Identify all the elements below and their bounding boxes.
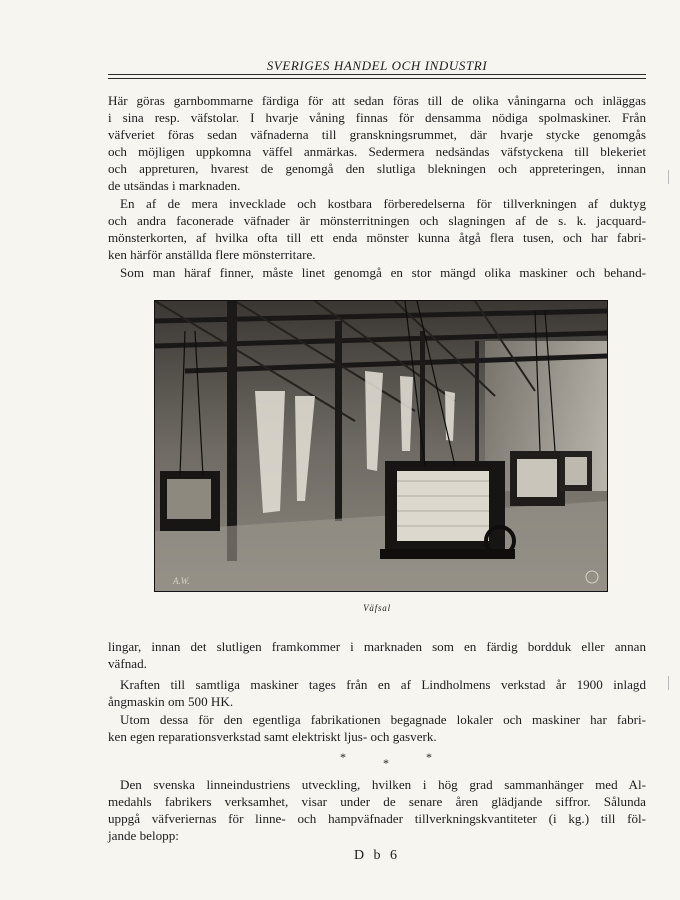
paragraph-7 (108, 776, 646, 844)
section-separator (330, 748, 440, 772)
text-line: Som man häraf finner, måste linet genomgå en stor mängd olika maskiner och behand- (120, 265, 646, 280)
text-line: väfveriet föras sedan väfnaderna till granskningsrummet, där hvarje stycke genomgås (108, 127, 646, 143)
text-line: Här göras garnbommarne färdiga för att sedan föras till de olika våningarna och inläggas (108, 93, 646, 108)
text-line: Utom dessa för den egentliga fabrikationen begagnade lokaler och maskiner har fabri- (120, 712, 646, 727)
text-line: i sina resp. väfstolar. I hvarje våning finnas för densamma nödiga spolmaskiner. Från (108, 110, 646, 126)
scan-margin-mark (668, 676, 669, 690)
paragraph-1 (108, 92, 646, 195)
text-line: väfnad. (108, 656, 147, 672)
separator-star: * (383, 756, 389, 770)
page-number: D b 6 (353, 848, 401, 863)
text-line: uppgå väfveriernas för linne- och hampväfnader tillverkningskvantiteter (i kg.) till föl- (108, 811, 646, 827)
scan-margin-mark (668, 170, 669, 184)
text-line: medahls fabrikers verksamhet, visar under de senare åren glädjande siffror. Sålunda (108, 794, 646, 810)
svg-text:A.W.: A.W. (173, 576, 190, 586)
text-line: ken härför anställda flere mönsterritare. (108, 247, 316, 263)
paragraph-5 (108, 676, 646, 710)
text-line: mönsterkorten, af hvilka ofta till ett enda mönster kunna åtgå flera tusen, och har fabri- (108, 230, 646, 246)
text-line: ken egen reparationsverkstad samt elektriskt ljus- och gasverk. (108, 729, 437, 745)
header-rule-thick (108, 74, 646, 75)
text-line: och andra faconerade väfnader är mönsterritningen och slagningen af de s. k. jacquard- (108, 213, 646, 229)
separator-star: * (340, 750, 346, 764)
text-line: Den svenska linneindustriens utveckling, hvilken i hög grad sammanhänger med Al- (120, 777, 646, 792)
header-rule-thin (108, 78, 646, 79)
text-line: och appreturen, hvarest de genomgå den slutliga blekningen och appreteringen, innan (108, 161, 646, 177)
text-line: ångmaskin om 500 HK. (108, 694, 234, 710)
paragraph-3 (108, 264, 646, 281)
figure-caption: Väfsal (363, 603, 391, 613)
paragraph-6 (108, 711, 646, 745)
text-line: En af de mera invecklade och kostbara förberedelserna för tillverkningen af duktyg (120, 196, 646, 211)
text-line: Kraften till samtliga maskiner tages från en af Lindholmens verkstad år 1900 inlagd (120, 677, 646, 692)
text-line: lingar, innan det slutligen framkommer i marknaden som en färdig bordduk eller annan (108, 639, 646, 654)
paragraph-4 (108, 638, 646, 672)
weaving-hall-photo (154, 300, 608, 592)
text-line: jande belopp: (108, 828, 179, 844)
paragraph-2 (108, 195, 646, 263)
running-header: SVERIGES HANDEL OCH INDUSTRI (266, 58, 488, 73)
separator-star: * (426, 750, 432, 764)
text-line: och möjligen uppkomna väffel anmärkas. Sedermera nedsändas väfstyckena till blekeriet (108, 144, 646, 160)
text-line: de utsändas i marknaden. (108, 178, 241, 194)
